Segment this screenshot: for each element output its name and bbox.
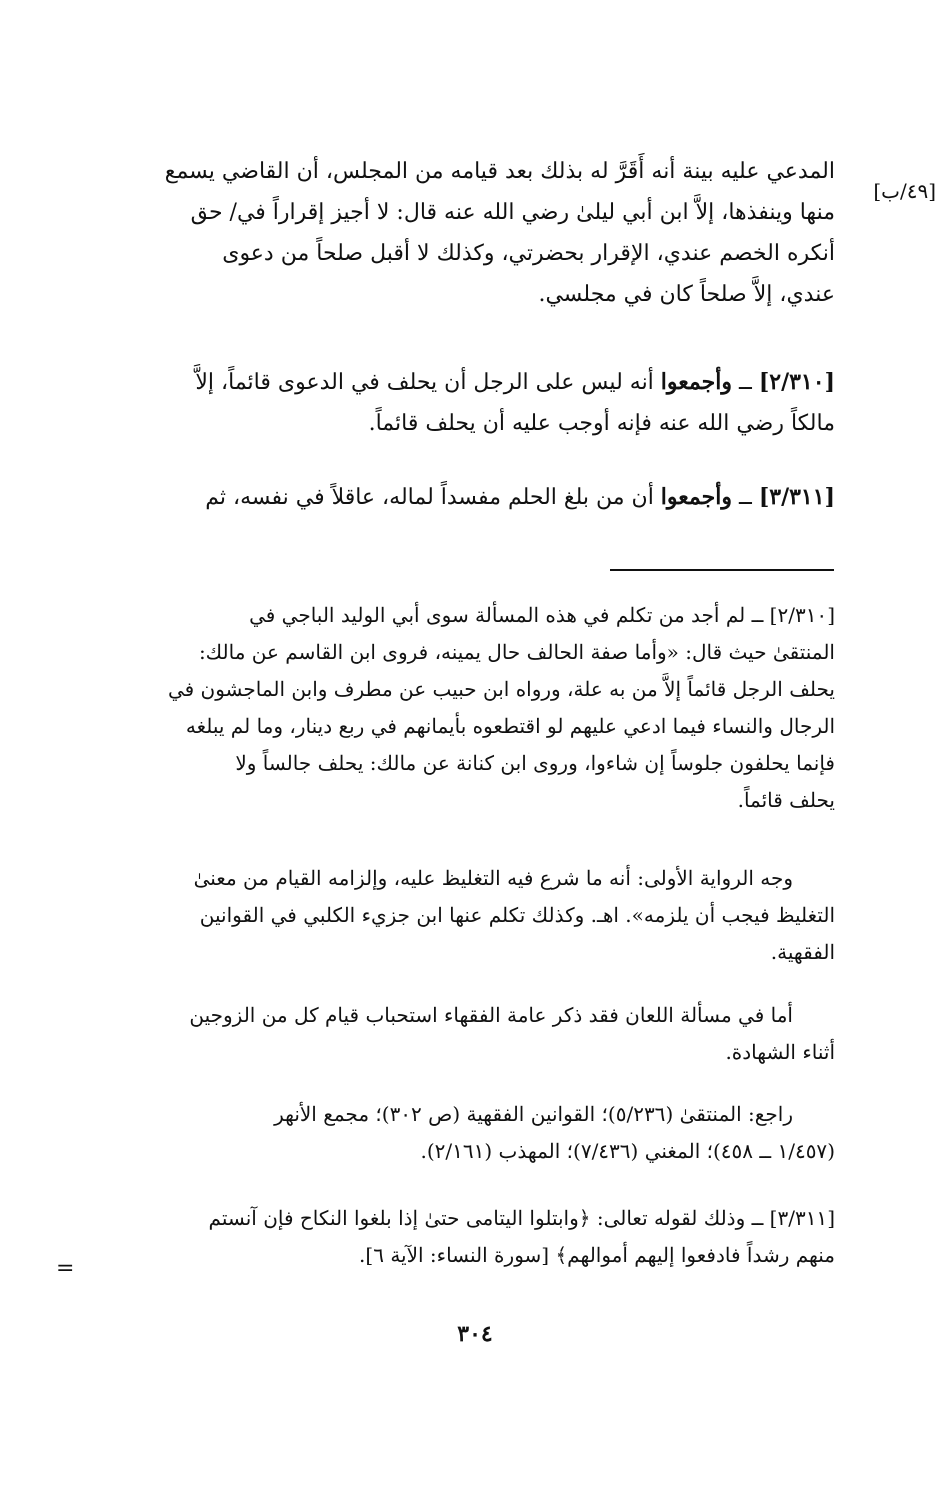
text-run: أن من بلغ الحلم مفسداً لماله، عاقلاً في نفسه، ثم — [205, 485, 661, 510]
text-line: يحلف قائماً. — [737, 788, 835, 812]
text-line: عندي، إلاَّ صلحاً كان في مجلسي. — [538, 282, 835, 307]
text-line: راجع: المنتقىٰ (٥/٢٣٦)؛ القوانين الفقهية (ص ٣٠٢)؛ مجمع الأنهر — [274, 1102, 793, 1126]
dash: ــ — [731, 485, 759, 510]
consensus-keyword: وأجمعوا — [660, 484, 732, 510]
text-line: الفقهية. — [770, 940, 835, 964]
text-run: أنه ليس على الرجل أن يحلف في الدعوى قائماً، إلاَّ — [195, 370, 661, 395]
page-number: ٣٠٤ — [457, 1321, 493, 1347]
text-line: يحلف الرجل قائماً إلاَّ من به علة، ورواه ابن حبيب عن مطرف وابن الماجشون في — [167, 677, 835, 701]
consensus-keyword: وأجمعوا — [660, 369, 732, 395]
text-line: المدعي عليه بينة أنه أَقَرَّ له بذلك بعد قيامه من المجلس، أن القاضي يسمع — [164, 159, 835, 184]
issue-number: [٣/٣١١] — [758, 484, 835, 510]
manuscript-folio-reference: [٤٩/ب] — [873, 179, 936, 203]
text-line — [80, 477, 835, 518]
text-line: فإنما يحلفون جلوساً إن شاءوا، وروى ابن كنانة عن مالك: يحلف جالساً ولا — [235, 751, 835, 775]
issue-number: [٢/٣١٠] — [758, 369, 835, 395]
text-line: منها وينفذها، إلاَّ ابن أبي ليلىٰ رضي الله عنه قال: لا أجيز إقراراً في/ حق — [190, 200, 835, 225]
text-line: وجه الرواية الأولى: أنه ما شرع فيه التغليظ عليه، وإلزامه القيام من معنىٰ — [193, 866, 793, 890]
text-line: أنكره الخصم عندي، الإقرار بحضرتي، وكذلك لا أقبل صلحاً من دعوى — [222, 241, 835, 266]
dash: ــ — [731, 370, 759, 395]
text-line: منهم رشداً فادفعوا إليهم أموالهم﴾ [سورة النساء: الآية ٦]. — [359, 1243, 835, 1267]
footnote-5 — [80, 1200, 835, 1274]
footnote-4-references — [80, 1096, 835, 1170]
text-line: الرجال والنساء فيما ادعي عليهم لو اقتطعوه بأيمانهم في ربع دينار، وما لم يبلغه — [185, 714, 835, 738]
footnote-3 — [80, 997, 835, 1071]
text-line: (١/٤٥٧ ــ ٤٥٨)؛ المغني (٧/٤٣٦)؛ المهذب (٢/١٦١). — [420, 1139, 835, 1163]
text-line: أما في مسألة اللعان فقد ذكر عامة الفقهاء استحباب قيام كل من الزوجين — [189, 1003, 793, 1027]
footnote-2 — [80, 860, 835, 971]
continuation-mark: = — [56, 1256, 75, 1281]
text-line: التغليظ فيجب أن يلزمه». اهـ. وكذلك تكلم عنها ابن جزيء الكلبي في القوانين — [199, 903, 835, 927]
text-line: [٢/٣١٠] ــ لم أجد من تكلم في هذه المسألة سوى أبي الوليد الباجي في — [249, 603, 835, 627]
text-line: مالكاً رضي الله عنه فإنه أوجب عليه أن يحلف قائماً. — [368, 411, 835, 436]
footnote-separator — [610, 569, 834, 571]
text-line: [٣/٣١١] ــ وذلك لقوله تعالى: ﴿وابتلوا اليتامى حتىٰ إذا بلغوا النكاح فإن آنستم — [208, 1206, 835, 1230]
text-line: أثناء الشهادة. — [725, 1040, 835, 1064]
main-paragraph-3 — [80, 477, 835, 518]
text-line: المنتقىٰ حيث قال: «وأما صفة الحالف حال يمينه، فروى ابن القاسم عن مالك: — [198, 640, 835, 664]
text-line — [80, 362, 835, 403]
main-paragraph-2 — [80, 362, 835, 444]
footnote-1 — [80, 597, 835, 819]
main-paragraph-1 — [80, 151, 835, 315]
